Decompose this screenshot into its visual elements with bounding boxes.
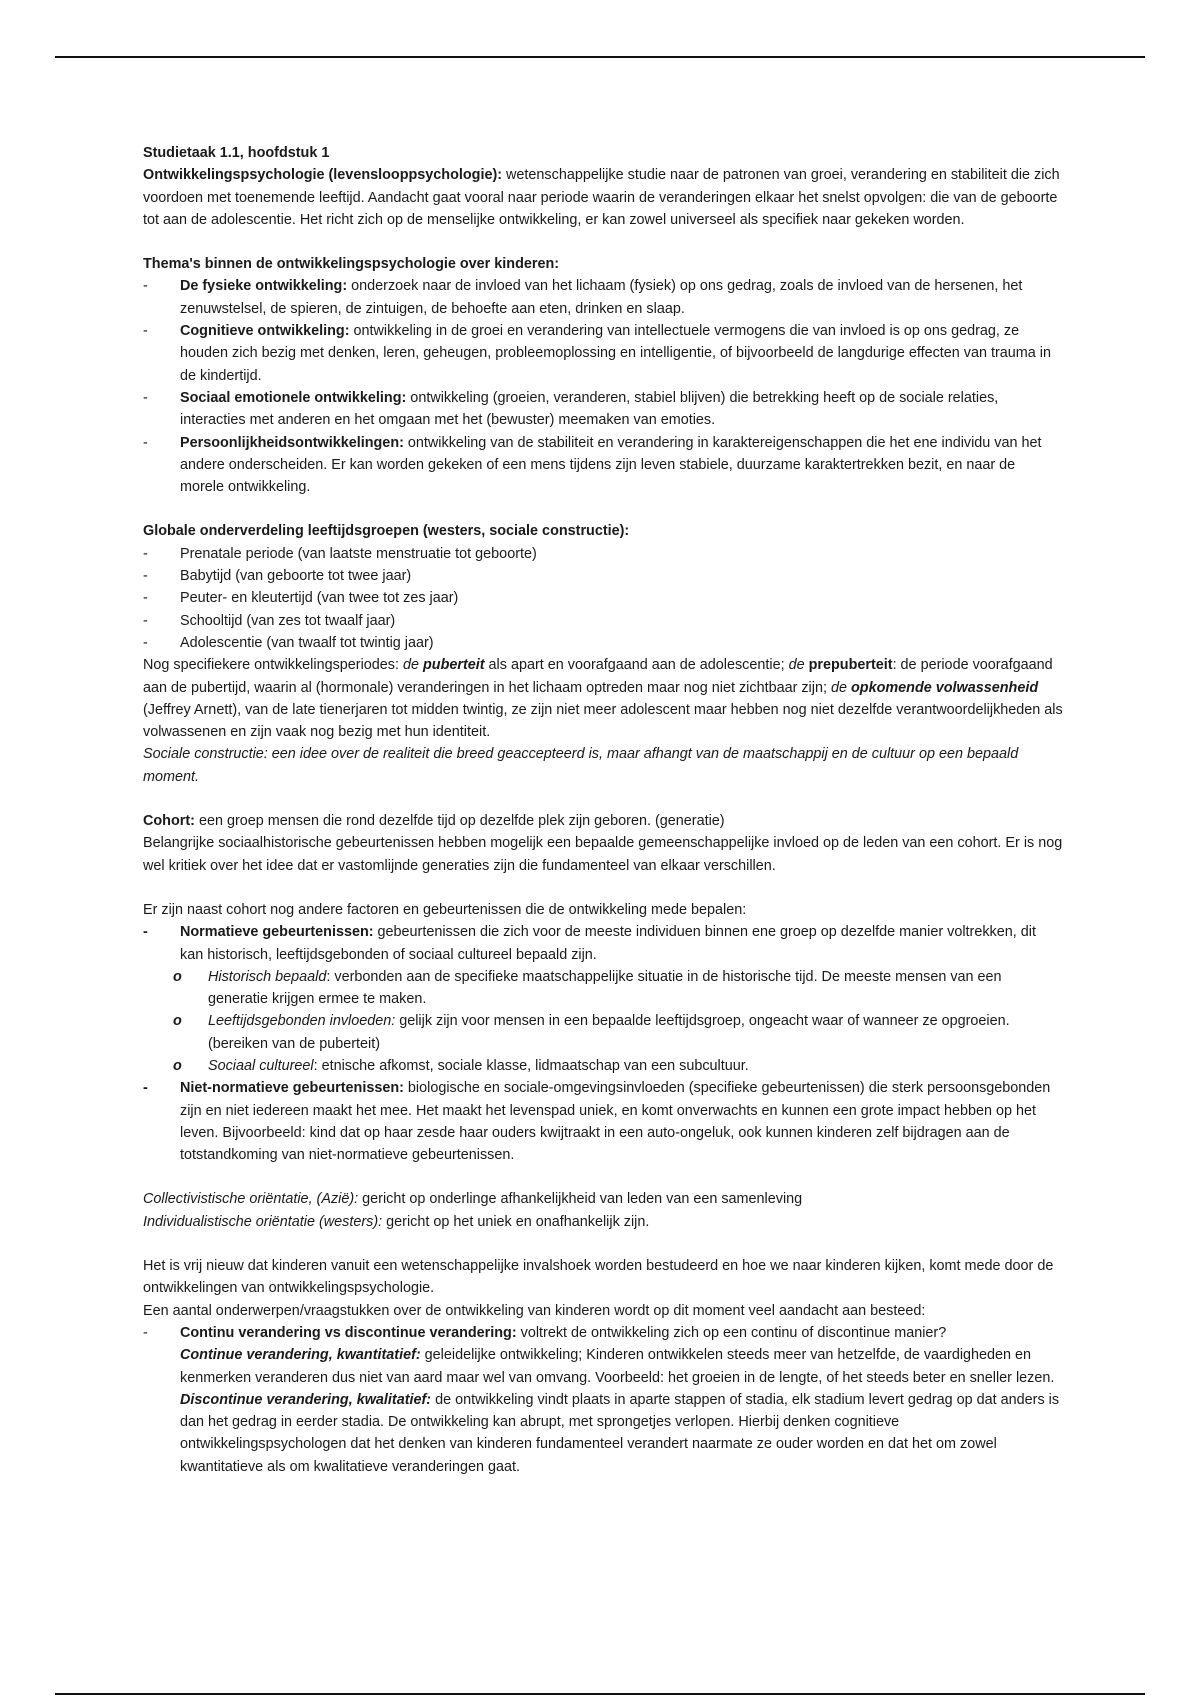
footer-rule bbox=[55, 1693, 1145, 1695]
discontinuous-change-definition: Discontinue verandering, kwalitatief: de ontwikkeling vindt plaats in aparte stappen of stadia, elk stadium levert gedrag op dat anders is dan het gedrag in eerder stadia. De ontwikkeling kan abrupt, met sprongetjes verlopen. Hierbij denken cognitieve ontwikkelingspsychologen dat het denken van kinderen fundamenteel verandert naarmate ze ouder worden en dat het om zowel kwantitatieve als om kwalitatieve veranderingen gaat. bbox=[180, 1391, 1060, 1475]
list-item: - Persoonlijkheidsontwikkelingen: ontwikkeling van de stabiliteit en verandering in karaktereigenschappen die het ene individu van het andere onderscheiden. Er kan worden gekeken of een mens tijdens zijn leven stabiele, duurzame karaktertrekken bezit, en naar de morele ontwikkeling. bbox=[143, 434, 1042, 496]
factors-list bbox=[143, 921, 1063, 966]
intro-paragraph: Ontwikkelingspsychologie (levenslooppsychologie): wetenschappelijke studie naar de patronen van groei, verandering en stabiliteit die zich voordoen met toenemende leeftijd. Aandacht gaat vooral naar periode waarin de veranderingen elkaar het snelst opvolgen: die van de geboorte tot aan de adolescentie. Het richt zich op de menselijke ontwikkeling, er kan zowel universeel als specifiek naar gekeken worden. bbox=[143, 167, 1060, 228]
list-item: - Cognitieve ontwikkeling: ontwikkeling in de groei en verandering van intellectuele vermogens die van invloed is op ons gedrag, ze houden zich bezig met denken, leren, geheugen, probleemoplossing en intelligentie, of bijvoorbeeld de langdurige effecten van trauma in de kindertijd. bbox=[143, 323, 1051, 384]
topics-paragraph-1: Het is vrij nieuw dat kinderen vanuit een wetenschappelijke invalshoek worden bestudeerd en hoe we naar kinderen kijken, komt mede door de ontwikkelingen van ontwikkelingspsychologie. bbox=[143, 1258, 1054, 1297]
list-item: o Historisch bepaald: verbonden aan de specifieke maatschappelijke situatie in de historische tijd. De meeste mensen van een generatie krijgen ermee te maken. bbox=[173, 968, 1002, 1008]
periods-paragraph: Nog specifiekere ontwikkelingsperiodes: de puberteit als apart en voorafgaand aan de adolescentie; de prepuberteit: de periode voorafgaand aan de pubertijd, waarin al (hormonale) veranderingen in het lichaam optreden maar nog niet zichtbaar zijn; de opkomende volwassenheid (Jeffrey Arnett), van de late tienerjaren tot midden twintig, ze zijn niet meer adolescent maar hebben nog niet dezelfde verantwoordelijkheden als volwassenen en zijn vaak nog bezig met hun identiteit. bbox=[143, 657, 1063, 741]
list-item: - Babytijd (van geboorte tot twee jaar) bbox=[143, 568, 412, 585]
cohort-definition: Cohort: een groep mensen die rond dezelfde tijd op dezelfde plek zijn geboren. (generatie) bbox=[143, 813, 725, 830]
header-rule bbox=[55, 56, 1145, 58]
themes-heading: Thema's binnen de ontwikkelingspsychologie over kinderen: bbox=[143, 256, 560, 273]
list-item: - Niet-normatieve gebeurtenissen: biologische en sociale-omgevingsinvloeden (specifieke gebeurtenissen) die sterk persoonsgebonden zijn en niet iedereen maakt het mee. Het maakt het levenspad uniek, en komt onverwachts en kunnen een grote impact hebben op het leven. Bijvoorbeeld: kind dat op haar zesde haar ouders kwijtraakt in een auto-ongeluk, ook kunnen kinderen zelf bijdragen aan de totstandkoming van niet-normatieve gebeurtenissen. bbox=[143, 1080, 1051, 1164]
list-item: o Sociaal cultureel: etnische afkomst, sociale klasse, lidmaatschap van een subcultuur. bbox=[173, 1057, 749, 1074]
ages-heading: Globale onderverdeling leeftijdsgroepen (westers, sociale constructie): bbox=[143, 523, 630, 540]
continuous-change-definition: Continue verandering, kwantitatief: geleidelijke ontwikkeling; Kinderen ontwikkelen steeds meer van hetzelfde, de vaardigheden en kenmerken veranderen dus niet van aard maar wel van omvang. Voorbeeld: het groeien in de lengte, of het steeds beter en sneller lezen. bbox=[180, 1347, 1055, 1386]
topics-list bbox=[143, 1322, 1063, 1344]
list-item: - Sociaal emotionele ontwikkeling: ontwikkeling (groeien, veranderen, stabiel blijven) die betrekking heeft op de sociale relaties, interacties met anderen en het omgaan met het (bewuster) meemaken van emoties. bbox=[143, 389, 999, 429]
individualist-definition: Individualistische oriëntatie (westers): gericht op het uniek en onafhankelijk zijn. bbox=[143, 1213, 650, 1230]
list-item: - Continu verandering vs discontinue verandering: voltrekt de ontwikkeling zich op een continu of discontinue manier? bbox=[143, 1324, 947, 1341]
list-item: - De fysieke ontwikkeling: onderzoek naar de invloed van het lichaam (fysiek) op ons gedrag, zoals de invloed van de hersenen, het zenuwstelsel, de spieren, de zintuigen, de behoefte aan eten, drinken en slaap. bbox=[143, 278, 1023, 317]
collectivist-definition: Collectivistische oriëntatie, (Azië): gericht op onderlinge afhankelijkheid van leden van een samenleving bbox=[143, 1191, 803, 1208]
list-item: - Schooltijd (van zes tot twaalf jaar) bbox=[143, 612, 396, 629]
document-title: Studietaak 1.1, hoofdstuk 1 bbox=[143, 145, 330, 161]
document-body bbox=[143, 142, 1063, 1478]
factors-intro: Er zijn naast cohort nog andere factoren en gebeurtenissen die de ontwikkeling mede bepalen: bbox=[143, 901, 747, 918]
ages-list bbox=[143, 543, 1063, 654]
list-item: - Adolescentie (van twaalf tot twintig jaar) bbox=[143, 634, 434, 651]
themes-list bbox=[143, 275, 1063, 498]
cohort-paragraph: Belangrijke sociaalhistorische gebeurtenissen hebben mogelijk een bepaalde gemeenschappelijke invloed op de leden van een cohort. Er is nog wel kritiek over het idee dat er vastomlijnde generaties zijn die fundamenteel van elkaar verschillen. bbox=[143, 835, 1063, 874]
list-item: - Normatieve gebeurtenissen: gebeurtenissen die zich voor de meeste individuen binnen ene groep op dezelfde manier voltrekken, dit kan historisch, leeftijdsgebonden of sociaal cultureel bepaald zijn. bbox=[143, 924, 1036, 963]
normative-sublist bbox=[143, 966, 1063, 1077]
list-item: o Leeftijdsgebonden invloeden: gelijk zijn voor mensen in een bepaalde leeftijdsgroep, ongeacht waar of wanneer ze opgroeien. (bereiken van de puberteit) bbox=[173, 1013, 1010, 1052]
list-item: - Peuter- en kleutertijd (van twee tot zes jaar) bbox=[143, 590, 459, 607]
list-item: - Prenatale periode (van laatste menstruatie tot geboorte) bbox=[143, 545, 537, 562]
topics-paragraph-2: Een aantal onderwerpen/vraagstukken over de ontwikkeling van kinderen wordt op dit moment veel aandacht aan besteed: bbox=[143, 1302, 926, 1319]
social-construct-definition: Sociale constructie: een idee over de realiteit die breed geaccepteerd is, maar afhangt van de maatschappij en de cultuur op een bepaald moment. bbox=[143, 746, 1019, 785]
factors-list-2 bbox=[143, 1077, 1063, 1166]
